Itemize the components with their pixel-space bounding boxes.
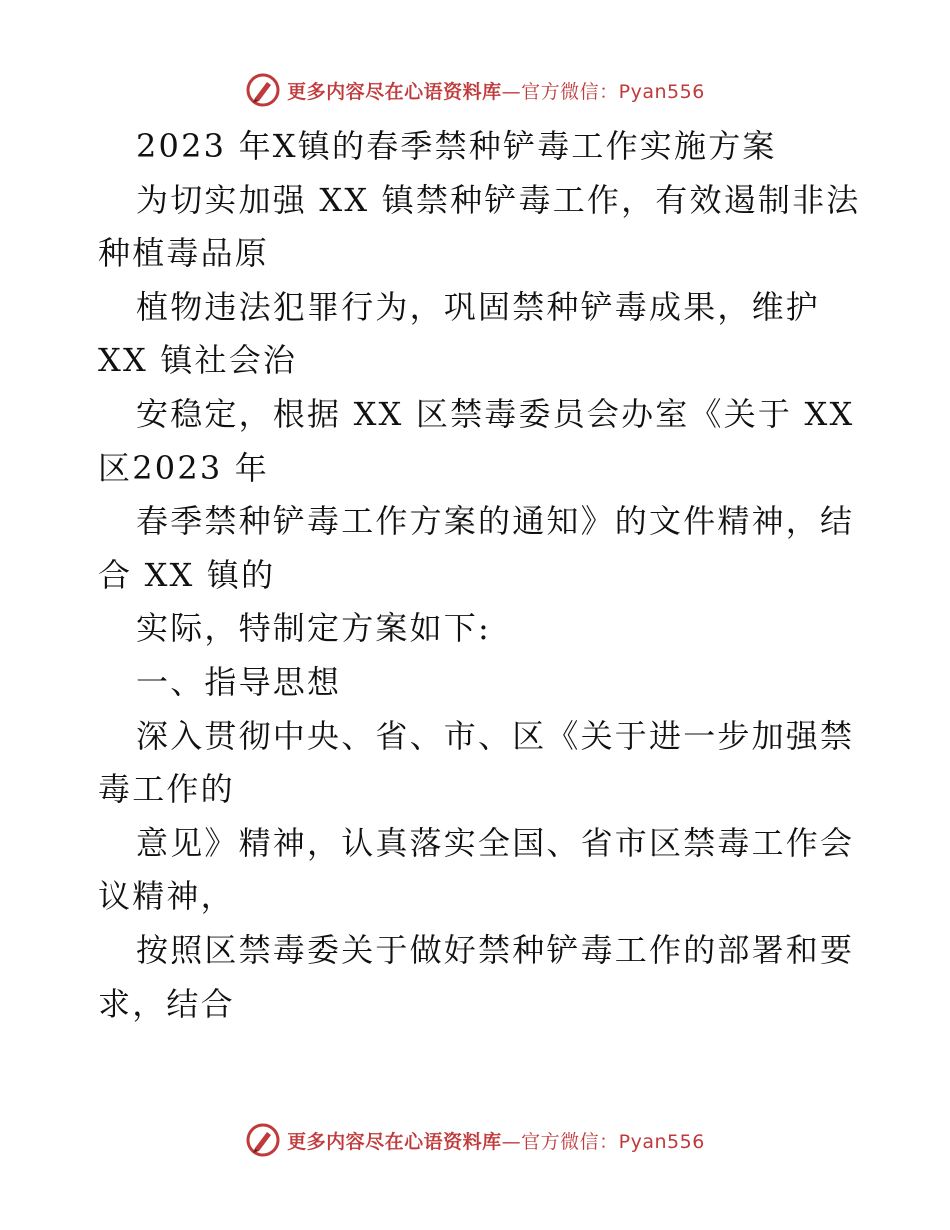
text-line: 实际，特制定方案如下: [136,609,491,648]
watermark-text-prefix: 更多内容尽在心语资料库 [287,1130,502,1153]
text-line: 2023 年X镇的春季禁种铲毒工作实施方案 [136,127,777,165]
text-line: 为切实加强 XX 镇禁种铲毒工作，有效遏制非法 [136,180,861,219]
text-line: 植物违法犯罪行为，巩固禁种铲毒成果，维护 [136,287,821,326]
watermark-text [287,1127,705,1154]
text-line: 一、指导思想 [136,662,342,701]
text-line: 按照区禁毒委关于做好禁种铲毒工作的部署和要 [136,930,855,969]
text-line: 安稳定，根据 XX 区禁毒委员会办室《关于 XX [136,394,855,433]
watermark-text [287,77,705,104]
text-line: 合 XX 镇的 [98,555,276,594]
pen-logo-icon [245,1122,281,1158]
watermark-banner-bottom [0,1120,950,1160]
document-body [98,120,861,1031]
pen-logo-icon [245,72,281,108]
text-line: 区2023 年 [98,448,270,487]
text-line: 议精神， [98,877,235,916]
watermark-banner-top [0,70,950,110]
watermark-text-suffix: —官方微信：Pyan556 [501,1130,705,1153]
text-line: 种植毒品原 [98,234,270,273]
watermark-text-suffix: —官方微信：Pyan556 [501,80,705,103]
watermark-text-prefix: 更多内容尽在心语资料库 [287,80,502,103]
text-line: 毒工作的 [98,770,235,809]
text-line: XX 镇社会治 [98,341,298,380]
text-line: 意见》精神，认真落实全国、省市区禁毒工作会 [136,823,855,862]
text-line: 春季禁种铲毒工作方案的通知》的文件精神，结 [136,502,855,541]
text-line: 深入贯彻中央、省、市、区《关于进一步加强禁 [136,716,855,755]
text-line: 求，结合 [98,984,235,1023]
